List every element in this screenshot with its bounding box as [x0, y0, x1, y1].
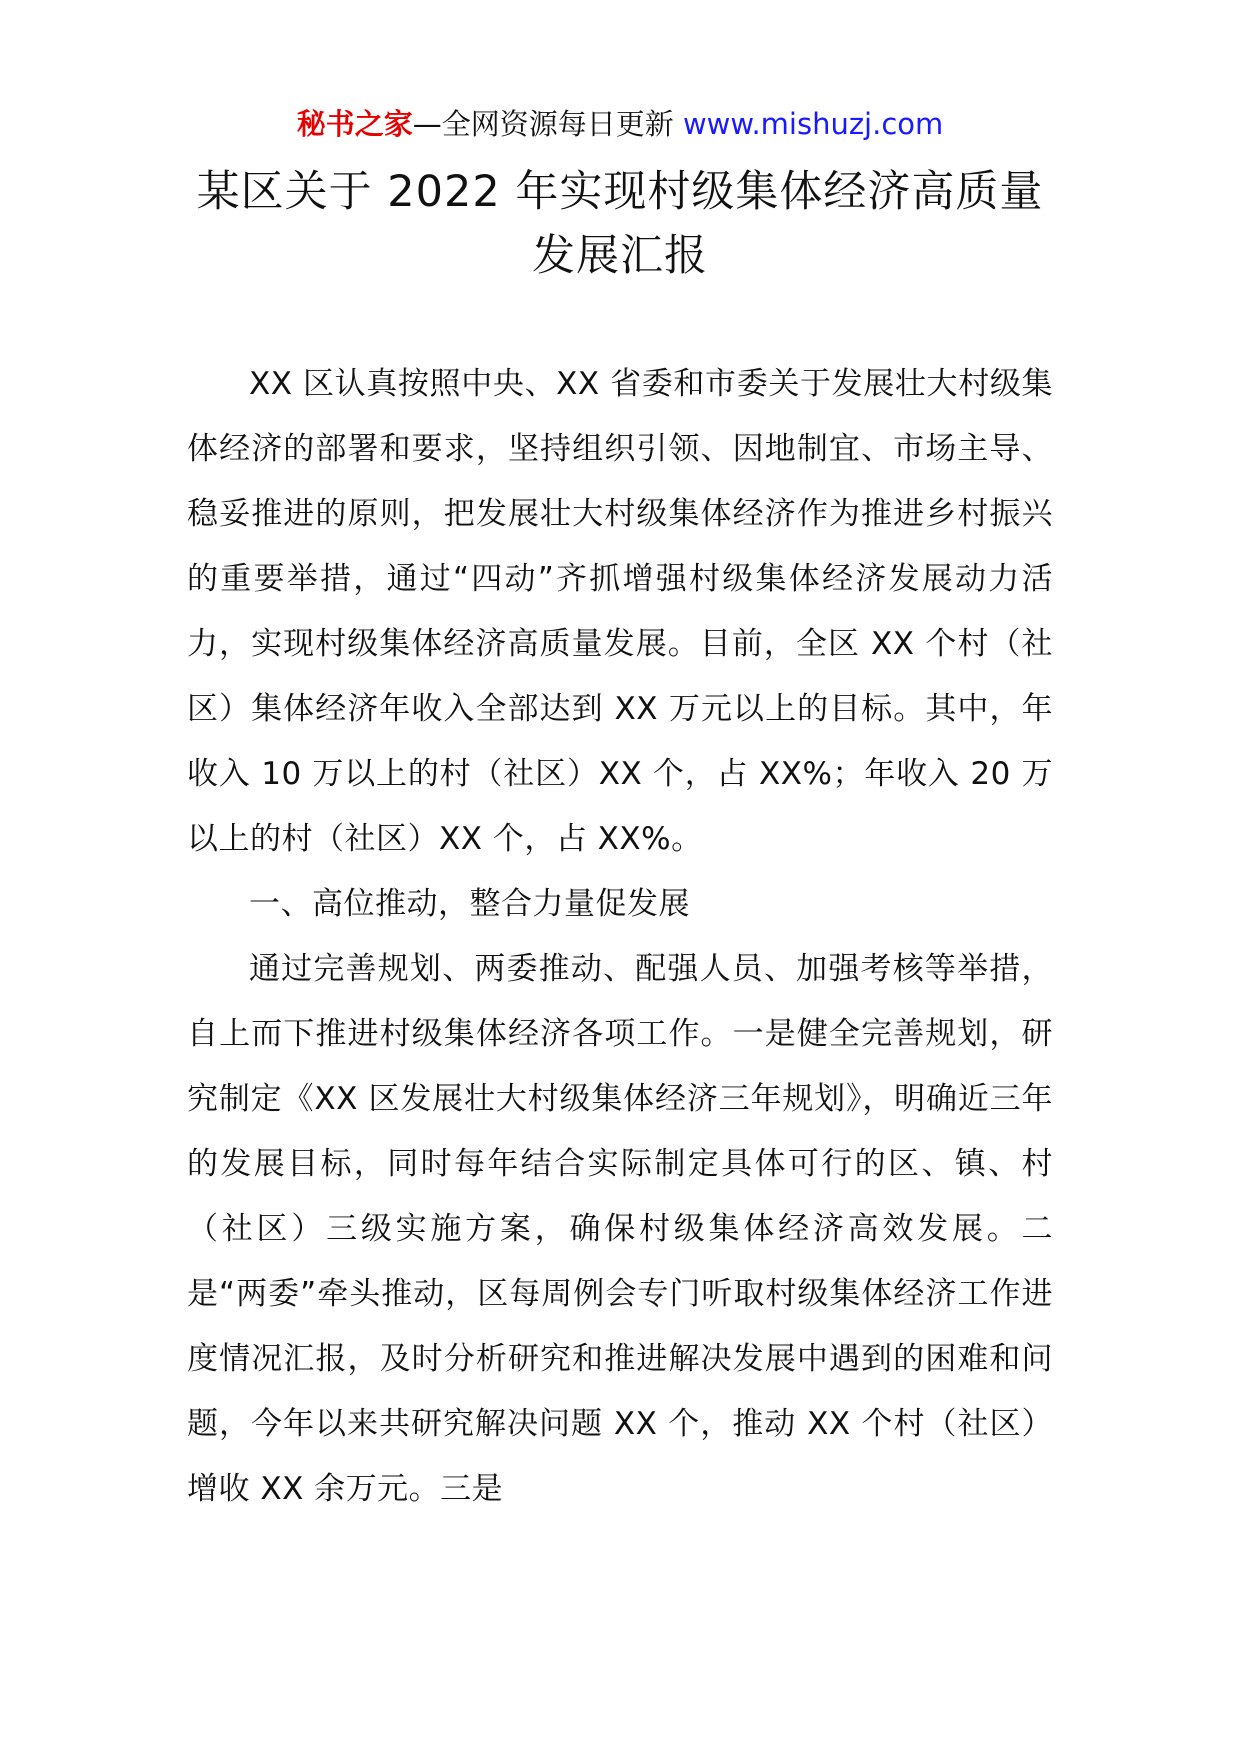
document-title [150, 160, 1090, 288]
header-tagline: —全网资源每日更新 [412, 107, 683, 141]
section-1-paragraph: 通过完善规划、两委推动、配强人员、加强考核等举措，自上而下推进村级集体经济各项工作。一是健全完善规划，研究制定《XX 区发展壮大村级集体经济三年规划》，明确近三年的发展目标，同时每年结合实际制定具体可行的区、镇、村（社区）三级实施方案，确保村级集体经济高效发展。二是“两委”牵头推动，区每周例会专门听取村级集体经济工作进度情况汇报，及时分析研究和推进解决发展中遇到的困难和问题，今年以来共研究解决问题 XX 个，推动 XX 个村（社区）增收 XX 余万元。三是 [187, 951, 1053, 1507]
intro-paragraph: XX 区认真按照中央、XX 省委和市委关于发展壮大村级集体经济的部署和要求，坚持组织引领、因地制宜、市场主导、稳妥推进的原则，把发展壮大村级集体经济作为推进乡村振兴的重要举措，通过“四动”齐抓增强村级集体经济发展动力活力，实现村级集体经济高质量发展。目前，全区 XX 个村（社区）集体经济年收入全部达到 XX 万元以上的目标。其中，年收入 10 万以上的村（社区）XX 个，占 XX%；年收入 20 万以上的村（社区）XX 个，占 XX%。 [187, 366, 1053, 857]
watermark-header [0, 104, 1240, 144]
brand-name: 秘书之家 [296, 107, 413, 141]
site-url-link[interactable]: www.mishuzj.com [682, 107, 944, 141]
section-heading-1: 一、高位推动，整合力量促发展 [249, 886, 690, 922]
document-body [187, 352, 1053, 1522]
title-line-2: 发展汇报 [532, 231, 708, 281]
title-line-1: 某区关于 2022 年实现村级集体经济高质量 [196, 167, 1044, 217]
